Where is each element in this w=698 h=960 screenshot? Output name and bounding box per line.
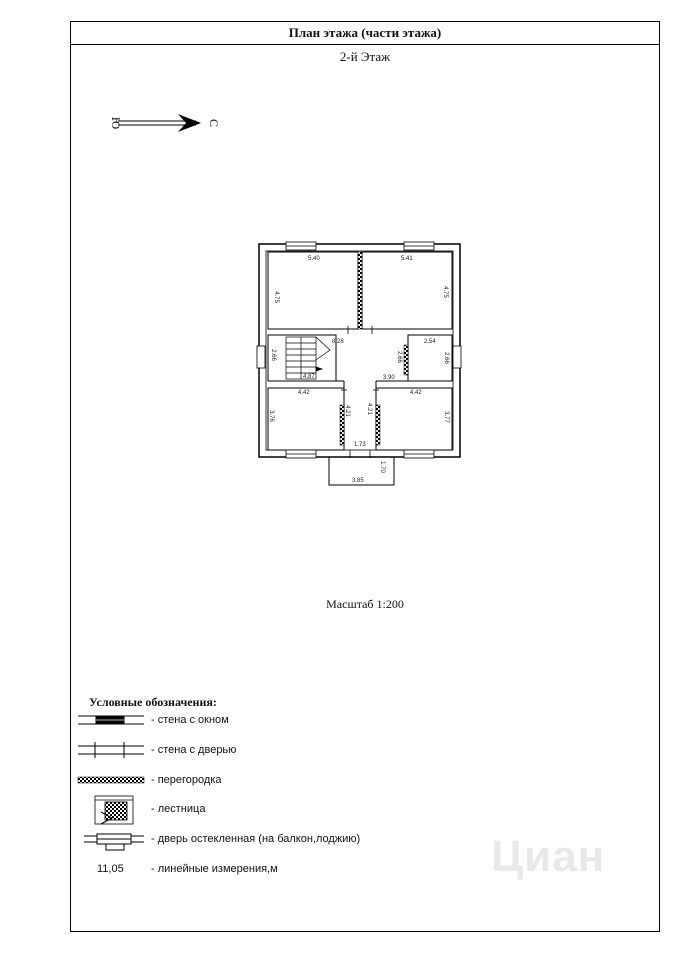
compass-north-letter: С bbox=[207, 118, 221, 128]
staircase-drawing bbox=[286, 337, 330, 379]
wall-with-door-icon bbox=[78, 742, 144, 758]
dim-balcony-width: 3.85 bbox=[352, 478, 364, 484]
legend-label-glazed-door: - дверь остекленная (на балкон,лоджию) bbox=[151, 833, 361, 845]
legend-label-partition: - перегородка bbox=[151, 774, 222, 786]
dim-top-left-width: 5.40 bbox=[308, 256, 320, 262]
partition-icon bbox=[78, 777, 144, 783]
dim-bottom-right-width: 4.42 bbox=[410, 390, 422, 396]
dim-bottom-left-height: 3.76 bbox=[268, 410, 274, 422]
dim-top-right-width: 5.41 bbox=[401, 256, 413, 262]
dim-stair-height: 2.66 bbox=[270, 349, 276, 361]
legend-title: Условные обозначения: bbox=[89, 695, 217, 709]
dim-corridor-right: 4.21 bbox=[366, 403, 372, 415]
dim-top-right-height: 4.75 bbox=[442, 286, 448, 298]
dim-balcony-depth: 1.70 bbox=[379, 461, 385, 473]
floor-label: 2-й Этаж bbox=[339, 49, 391, 64]
staircase-icon bbox=[95, 796, 133, 824]
compass-south-letter: Ю bbox=[109, 116, 123, 130]
legend-label-staircase: - лестница bbox=[151, 803, 206, 815]
sheet-title: План этажа (части этажа) bbox=[71, 22, 659, 45]
dim-mid-corridor: 3.90 bbox=[383, 375, 395, 381]
compass-arrow-icon bbox=[109, 114, 221, 132]
dim-bottom-left-width: 4.42 bbox=[298, 390, 310, 396]
dim-mid-right-height: 2.66 bbox=[396, 351, 402, 363]
dim-hall-width: 8.28 bbox=[332, 339, 344, 345]
dim-mid-right-height-outer: 2.66 bbox=[443, 352, 449, 364]
legend-label-linear-dimensions: - линейные измерения,м bbox=[151, 863, 278, 875]
dim-bottom-right-height: 3.77 bbox=[443, 411, 449, 423]
wall-with-window-icon bbox=[78, 716, 144, 724]
dim-door-gap: 1.73 bbox=[354, 442, 366, 448]
scale-label: Масштаб 1:200 bbox=[326, 597, 404, 611]
dim-corridor-left: 4.21 bbox=[344, 405, 350, 417]
glazed-door-icon bbox=[84, 834, 144, 850]
door-marks bbox=[341, 326, 379, 458]
dim-stair-width: 4.87 bbox=[303, 374, 315, 380]
legend-label-door-wall: - стена с дверью bbox=[151, 744, 237, 756]
watermark-text: Циан bbox=[491, 832, 606, 881]
legend-label-window-wall: - стена с окном bbox=[151, 714, 229, 726]
legend-sample-dimension: 11,05 bbox=[97, 863, 124, 875]
dim-mid-right-width: 2.54 bbox=[424, 339, 436, 345]
dim-top-left-height: 4.75 bbox=[273, 291, 279, 303]
